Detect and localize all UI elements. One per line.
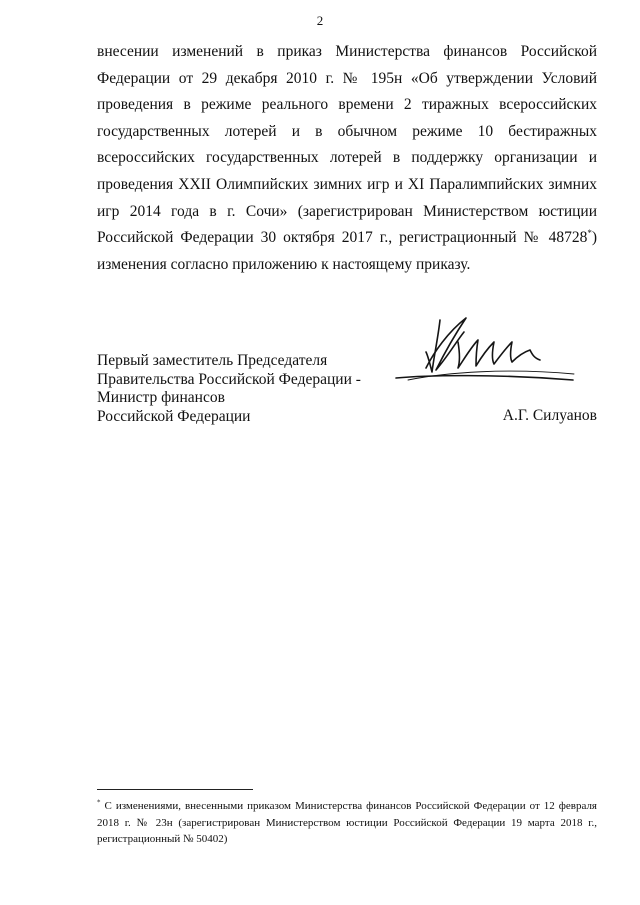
- signer-position-line-2: Правительства Российской Федерации -: [97, 370, 361, 388]
- page-number: 2: [316, 13, 324, 28]
- signer-position-line-3: Министр финансов: [97, 389, 225, 406]
- order-body-paragraph: [97, 39, 597, 278]
- signer-position: [97, 352, 361, 426]
- footnote: [97, 798, 597, 848]
- footnote-divider: [97, 789, 253, 790]
- signer-position-line-4: Российской Федерации: [97, 407, 251, 425]
- footnote-text: С изменениями, внесенными приказом Министерства финансов Российской Федерации от 12 февраля 2018 г. № 23н (зарегистрирован Министерством юстиции Российской Федерации 19 марта 2018 г., регистрационный № 50402): [97, 800, 597, 845]
- body-text-part-2: ) изменения согласно приложению к настоящему приказу.: [97, 229, 597, 273]
- signer-name: А.Г. Силуанов: [502, 407, 597, 424]
- handwritten-signature: [388, 312, 578, 392]
- signer-position-line-1: Первый заместитель Председателя: [97, 352, 328, 369]
- body-text-part-1: внесении изменений в приказ Министерства финансов Российской Федерации от 29 декабря 2010 г. № 195н «Об утверждении Условий проведения в режиме реального времени 2 тиражных всероссийских государственных лотерей и в обычном режиме 10 бестиражных всероссийских государственных лотерей в поддержку организации и проведения XXII Олимпийских зимних игр и XI Паралимпийских зимних игр 2014 года в г. Сочи» (зарегистрирован Министерством юстиции Российской Федерации 30 октября 2017 г., регистрационный № 48728: [97, 43, 597, 247]
- footnote-mark: *: [97, 798, 101, 807]
- body-footnote-mark: *: [587, 228, 592, 238]
